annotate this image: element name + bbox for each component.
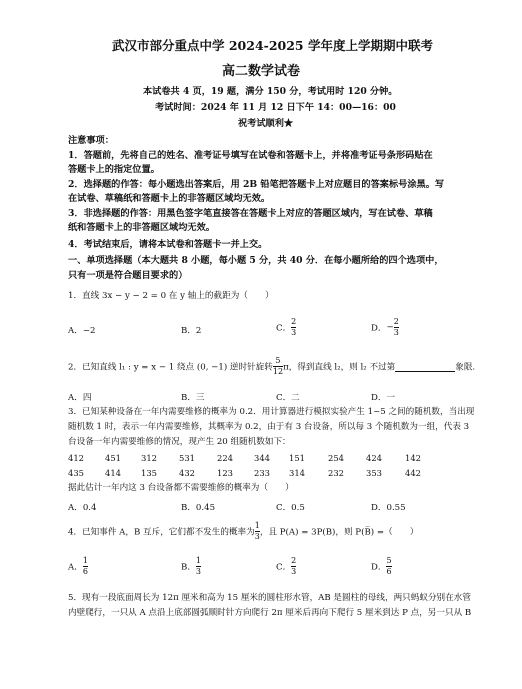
q2-option-d [371,391,395,403]
q4-option-a-num: 1 [82,556,88,565]
q3-r1-c8: 254 [328,453,344,463]
q4-option-a-den: 6 [82,567,88,576]
q3-option-d-value: 0.55 [386,503,406,513]
q3-r1-c7: 151 [289,453,305,463]
q3-r1-c4: 531 [179,453,195,463]
q4-stem-b: ，且 P(A) = 3P(B)，则 P(B̅) =（ ） [259,527,419,538]
q2-stem [68,357,475,376]
q4-option-a-fraction [83,557,88,576]
q2-option-a [68,391,91,403]
q1-option-c-label: C． [276,323,292,334]
q3-option-d-label: D． [371,503,387,513]
q3-r2-c1: 435 [68,468,84,478]
q3-line-2: 随机数 1 时，表示一年内需要维修，其概率为 0.2，由于有 3 台设备，所以每 3 个随机数为一组，代表 3 [68,422,470,432]
q1-option-c-fraction [291,318,296,337]
q4-option-d-fraction [386,557,391,576]
q4-fraction-den: 3 [254,532,260,541]
q3-option-b-value: 0.45 [195,503,216,513]
q3-r2-c3: 135 [141,468,157,478]
notes-heading: 注意事项： [68,135,114,146]
q4-fraction-num: 1 [254,521,260,530]
q2-fraction [273,357,283,376]
q3-option-d [371,501,406,513]
q4-option-b-num: 1 [195,556,202,565]
q3-line-3: 台设备一年内需要维修的情况，现产生 20 组随机数如下： [68,437,291,447]
q1-option-a-label: A． [68,326,83,336]
q2-option-b-value: 三 [195,393,205,403]
q1-stem: 1．直线 3x − y − 2 = 0 在 y 轴上的截距为（ ） [68,291,274,301]
q4-option-c-num: 2 [291,556,297,565]
q3-option-c-value: 0.5 [291,503,305,513]
q4-option-c-label: C． [276,562,292,573]
q1-option-d-fraction [394,318,399,337]
q1-option-d-label: D． [371,323,387,334]
q3-option-b [181,501,215,513]
q2-stem-b: π，得到直线 l₂，则 l₂ 不过第 [283,362,396,373]
q2-fraction-den: 12 [272,367,284,376]
q1-option-b [181,324,201,336]
q2-answer-blank [395,362,455,372]
q3-r2-c5: 123 [217,468,233,478]
q4-option-c-fraction [291,557,296,576]
q4-option-d-den: 6 [386,567,392,576]
q1-option-d-den: 3 [393,328,399,337]
q3-r2-c7: 314 [289,468,305,478]
q2-option-d-value: 一 [386,393,396,403]
q2-option-c-label: C． [276,393,292,403]
q2-option-a-label: A． [68,393,83,403]
note-3a: 3．非选择题的作答：用黑色签字笔直接答在答题卡上对应的答题区域内，写在试卷、草稿 [68,208,433,219]
q5-line-2: 内壁爬行，一只从 A 点沿上底部圆弧顺时针方向爬行 2π 厘米后再向下爬行 5 厘米到达 P 点，另一只从 B [68,608,472,618]
q3-r1-c6: 344 [254,453,270,463]
q4-option-a [68,557,88,576]
section-heading-a: 一、单项选择题（本大题共 8 小题，每小题 5 分，共 40 分．在每小题所给的四个选项中， [68,255,444,266]
q4-option-b-den: 3 [195,567,202,576]
q3-r2-c6: 233 [254,468,270,478]
q4-option-d-label: D． [371,562,387,573]
q2-option-c [276,391,300,403]
q3-option-c-label: C． [276,503,292,513]
q2-fraction-num: 5 [275,356,281,365]
q4-option-b-label: B． [181,562,196,573]
q3-r2-c4: 432 [179,468,195,478]
q3-line-1: 3．已知某种设备在一年内需要维修的概率为 0.2．用计算器进行模拟实验产生 1~5 之间的随机数，当出现 [68,407,475,417]
q1-option-b-value: 2 [195,326,202,336]
q2-stem-a: 2．已知直线 l₁ : y = x − 1 绕点 (0, −1) 逆时针旋转 [68,362,273,373]
q3-line-4: 据此估计一年内这 3 台设备都不需要维修的概率为（ ） [68,483,294,493]
exam-info-pages: 本试卷共 4 页，19 题，满分 150 分，考试用时 120 分钟。 [143,86,398,97]
q3-option-a-label: A． [68,503,83,513]
q3-option-a-value: 0.4 [82,503,97,513]
q3-r2-c2: 414 [105,468,121,478]
q3-r1-c9: 424 [366,453,382,463]
q2-option-b-label: B． [181,393,196,403]
q4-stem [68,522,418,541]
q2-stem-c: 象限. [455,362,476,373]
q4-option-b-fraction [196,557,201,576]
section-heading-b: 只有一项是符合题目要求的） [68,270,188,281]
q5-line-1: 5．现有一段底面周长为 12π 厘米和高为 15 厘米的圆柱形水管，AB 是圆柱的母线，两只蚂蚁分别在水管 [68,593,471,603]
q2-option-a-value: 四 [82,393,92,403]
q3-r2-c8: 232 [328,468,344,478]
note-4: 4．考试结束后，请将本试卷和答题卡一并上交。 [68,239,268,250]
q3-r1-c2: 451 [105,453,121,463]
note-3b: 纸和答题卡上的非答题区域均无效。 [68,222,215,233]
q1-option-a [68,324,95,336]
note-2b: 在试卷、草稿纸和答题卡上的非答题区域均无效。 [68,193,271,204]
q3-random-table [68,453,468,483]
exam-subtitle: 高二数学试卷 [222,64,301,79]
q1-option-b-label: B． [181,326,196,336]
exam-wish: 祝考试顺利★ [238,118,294,129]
q4-option-b [181,557,201,576]
note-2a: 2．选择题的作答：每小题选出答案后，用 2B 铅笔把答题卡上对应题目的答案标号涂黑。写 [68,179,445,190]
q1-option-a-value: −2 [82,326,96,336]
q2-option-b [181,391,205,403]
q3-r1-c10: 142 [405,453,421,463]
q4-option-c [276,557,296,576]
q1-option-d [371,318,399,337]
q4-stem-a: 4．已知事件 A，B 互斥，它们都不发生的概率为 [68,527,255,538]
q2-option-c-value: 二 [291,393,300,403]
q4-option-a-label: A． [68,562,83,573]
q3-option-a [68,501,96,513]
q4-option-c-den: 3 [291,567,297,576]
q1-option-c-den: 3 [291,328,297,337]
note-1a: 1．答题前，先将自己的姓名、准考证号填写在试卷和答题卡上，并将准考证号条形码贴在 [68,150,433,161]
q3-option-c [276,501,305,513]
q1-option-d-num: 2 [393,317,399,326]
q1-option-d-sign: − [386,322,394,333]
q3-option-b-label: B． [181,503,196,513]
exam-title: 武汉市部分重点中学 2024-2025 学年度上学期期中联考 [112,38,433,53]
note-1b: 答题卡上的指定位置。 [68,164,160,175]
q1-option-c [276,318,296,337]
q3-r2-c9: 353 [366,468,382,478]
q3-r1-c3: 312 [141,453,157,463]
q3-r1-c5: 224 [217,453,233,463]
exam-info-time: 考试时间：2024 年 11 月 12 日下午 14：00—16：00 [155,102,396,113]
q2-option-d-label: D． [371,393,387,403]
q4-option-d-num: 5 [386,556,392,565]
q3-r2-c10: 442 [405,468,421,478]
q4-option-d [371,557,392,576]
q3-r1-c1: 412 [68,453,84,463]
q1-option-c-num: 2 [291,317,297,326]
